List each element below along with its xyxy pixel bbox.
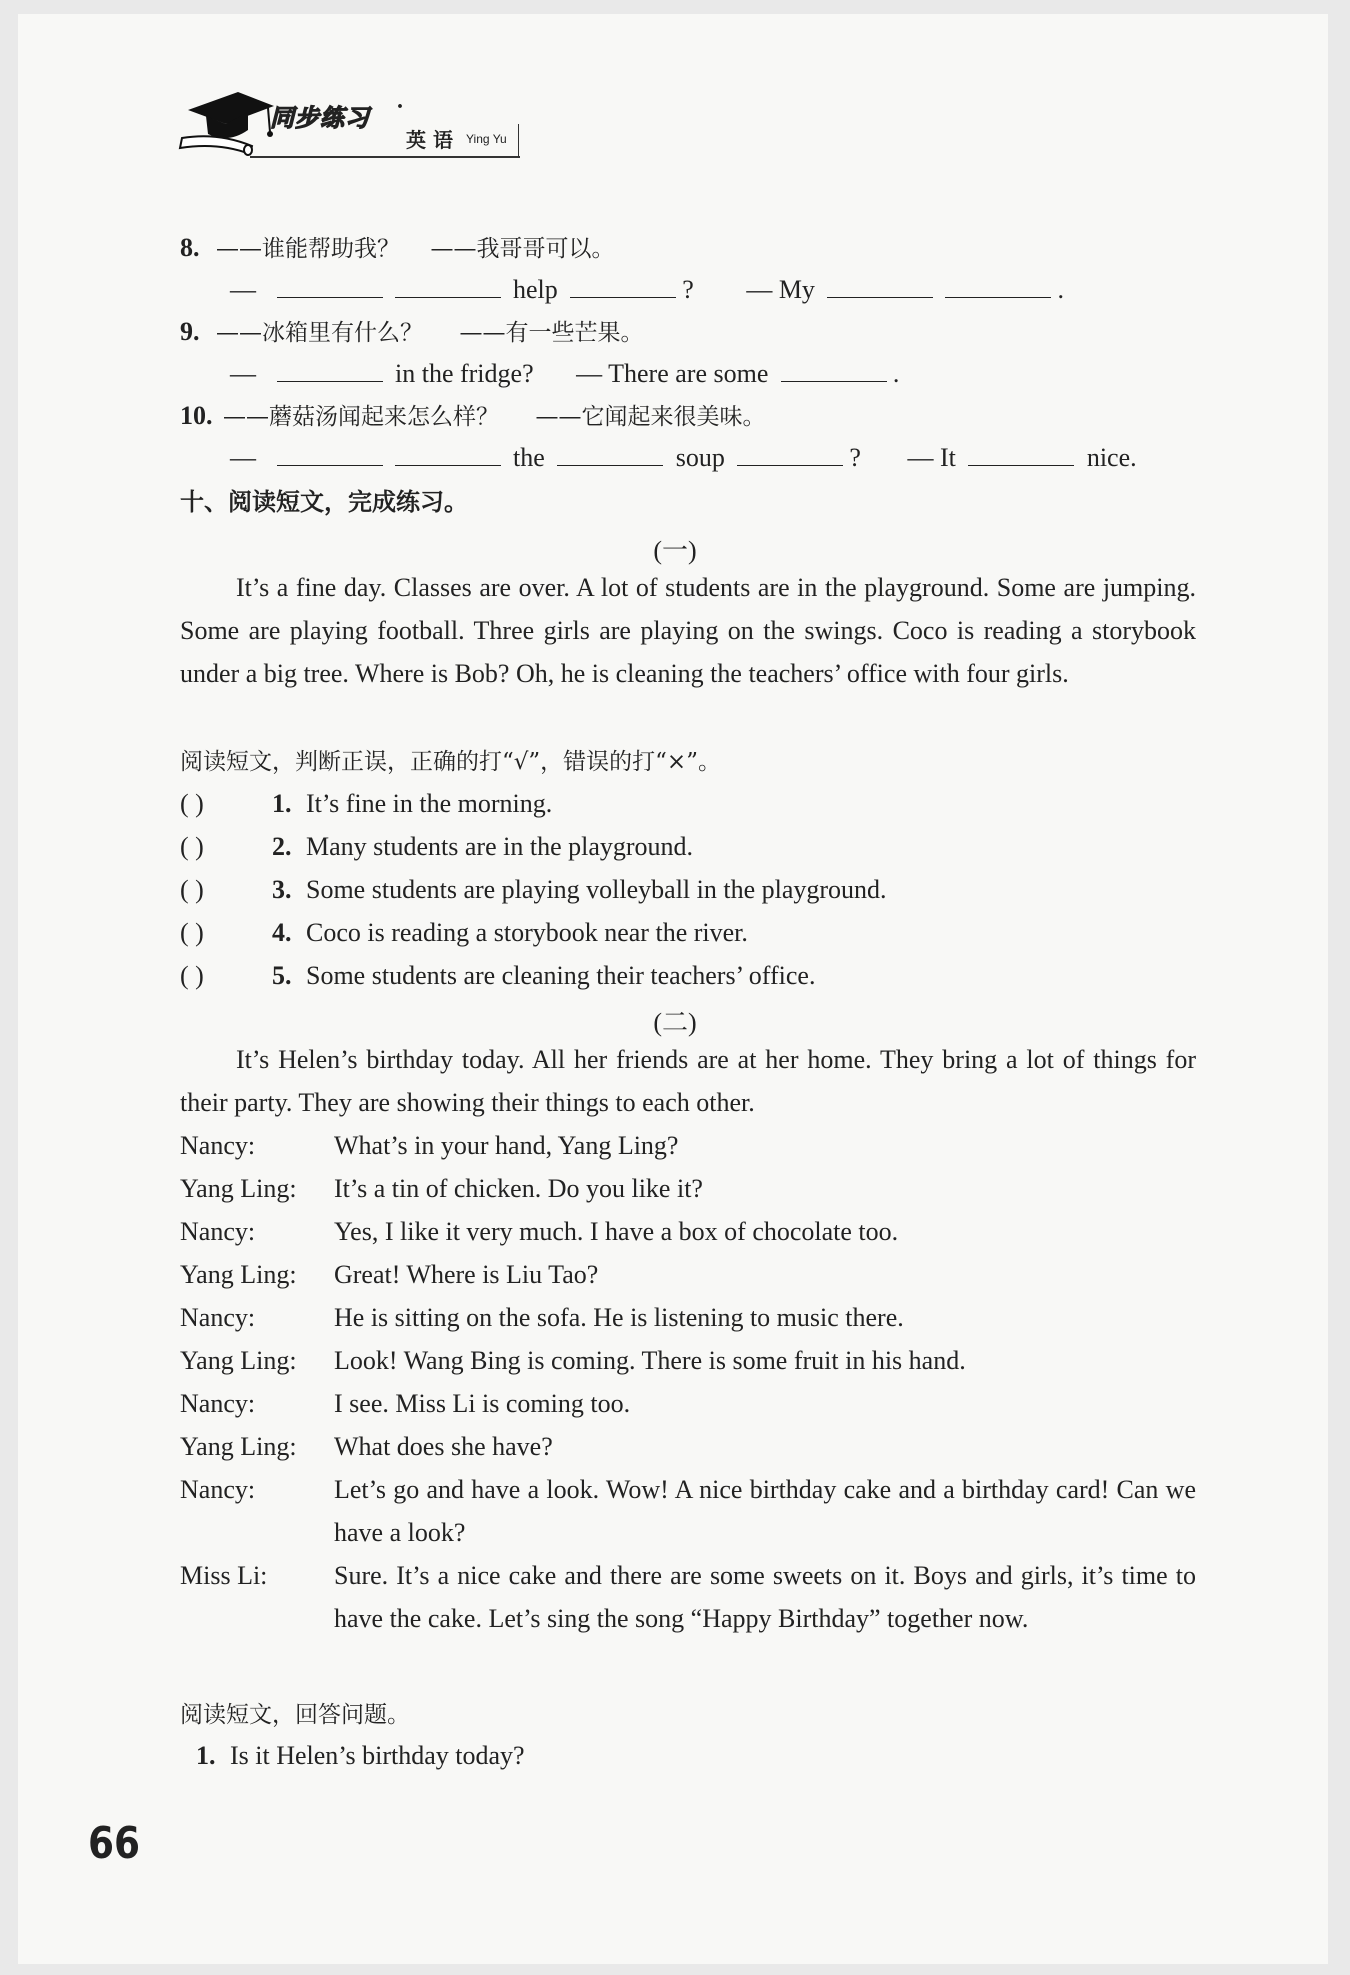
passage2-intro: It’s Helen’s birthday today. All her friends are at her home. They bring a lot of things for their party. They are showing their things to each other. <box>180 1045 1196 1117</box>
dialogue-line: Nancy: What’s in your hand, Yang Ling? <box>180 1131 679 1160</box>
answer-bracket[interactable]: ( ) <box>180 918 204 947</box>
dialogue-line: Yang Ling: Look! Wang Bing is coming. There is some fruit in his hand. <box>180 1346 966 1375</box>
answer-bracket[interactable]: ( ) <box>180 789 204 818</box>
answer-blank[interactable] <box>557 443 663 466</box>
page-number: 66 <box>88 1818 141 1869</box>
passage1-label: (一) <box>653 536 697 565</box>
answer-blank[interactable] <box>570 275 676 298</box>
answer-bracket[interactable]: ( ) <box>180 875 204 904</box>
answer-blank[interactable] <box>737 443 843 466</box>
dialogue-line: Nancy: I see. Miss Li is coming too. <box>180 1389 631 1418</box>
q10-english: — the soup ? — It nice. <box>230 443 1137 472</box>
answer-blank[interactable] <box>277 275 383 298</box>
answer-blank[interactable] <box>277 359 383 382</box>
answer-blank[interactable] <box>395 275 501 298</box>
dialogue-line: Nancy: He is sitting on the sofa. He is listening to music there. <box>180 1303 904 1332</box>
answer-bracket[interactable]: ( ) <box>180 832 204 861</box>
q8-english: — help ? — My . <box>230 275 1064 304</box>
tf-item: ( ) 2. Many students are in the playground. <box>180 832 694 861</box>
answer-blank[interactable] <box>395 443 501 466</box>
q9-chinese: 9. ——冰箱里有什么？ ——有一些芒果。 <box>180 317 644 346</box>
answer-bracket[interactable]: ( ) <box>180 961 204 990</box>
header-rule <box>250 156 520 158</box>
brand-title: 同步练习 <box>270 104 370 132</box>
speaker: Yang Ling: <box>180 1346 297 1375</box>
dialogue-line: Miss Li: Sure. It’s a nice cake and there are some sweets on it. Boys and girls, it’s time to have the cake. Let’s sing the song “Happy Birthday” together now. <box>180 1561 1196 1633</box>
subject-label: 英 语 <box>406 128 453 152</box>
dialogue-line: Yang Ling: Great! Where is Liu Tao? <box>180 1260 599 1289</box>
section-title: 十、阅读短文，完成练习。 <box>180 488 468 516</box>
speaker: Nancy: <box>180 1389 256 1418</box>
q9-english: — in the fridge? — There are some . <box>230 359 900 388</box>
question-item: 1. Is it Helen’s birthday today? <box>196 1741 525 1770</box>
header-rule-end <box>518 124 519 158</box>
answer-blank[interactable] <box>968 443 1074 466</box>
speaker: Yang Ling: <box>180 1260 297 1289</box>
answer-blank[interactable] <box>781 359 887 382</box>
tf-item: ( ) 3. Some students are playing volleyball in the playground. <box>180 875 887 904</box>
answer-blank[interactable] <box>277 443 383 466</box>
subject-pinyin: Ying Yu <box>466 132 507 146</box>
q8-chinese: 8. ——谁能帮助我？ ——我哥哥可以。 <box>180 233 615 262</box>
dialogue-line: Nancy: Let’s go and have a look. Wow! A nice birthday cake and a birthday card! Can we have a look? <box>180 1475 1196 1547</box>
passage1-text: It’s a fine day. Classes are over. A lot of students are in the playground. Some are jumping. Some are playing football. Three girls are playing on the swings. Coco is reading a storybook under a big tree. Where is Bob? Oh, he is cleaning the teachers’ office with four girls. <box>180 573 1196 688</box>
speaker: Nancy: <box>180 1217 256 1246</box>
passage2-instruction: 阅读短文，回答问题。 <box>180 1702 410 1728</box>
answer-blank[interactable] <box>945 275 1051 298</box>
dialogue-line: Yang Ling: It’s a tin of chicken. Do you like it? <box>180 1174 703 1203</box>
speaker: Miss Li: <box>180 1561 268 1590</box>
graduation-cap-icon <box>178 88 278 160</box>
speaker: Nancy: <box>180 1303 256 1332</box>
passage2-label: (二) <box>653 1008 697 1037</box>
speaker: Yang Ling: <box>180 1432 297 1461</box>
page-header: 同步练习 · 英 语 Ying Yu <box>178 88 528 160</box>
tf-item: ( ) 5. Some students are cleaning their teachers’ office. <box>180 961 816 990</box>
tf-item: ( ) 4. Coco is reading a storybook near the river. <box>180 918 748 947</box>
q10-chinese: 10. ——蘑菇汤闻起来怎么样？ ——它闻起来很美味。 <box>180 401 766 430</box>
speaker: Yang Ling: <box>180 1174 297 1203</box>
speaker: Nancy: <box>180 1131 256 1160</box>
dialogue-line: Nancy: Yes, I like it very much. I have a box of chocolate too. <box>180 1217 899 1246</box>
tf-item: ( ) 1. It’s fine in the morning. <box>180 789 553 818</box>
answer-blank[interactable] <box>827 275 933 298</box>
passage1-instruction: 阅读短文，判断正误，正确的打“√”，错误的打“×”。 <box>180 749 721 775</box>
speaker: Nancy: <box>180 1475 256 1504</box>
dialogue-line: Yang Ling: What does she have? <box>180 1432 553 1461</box>
